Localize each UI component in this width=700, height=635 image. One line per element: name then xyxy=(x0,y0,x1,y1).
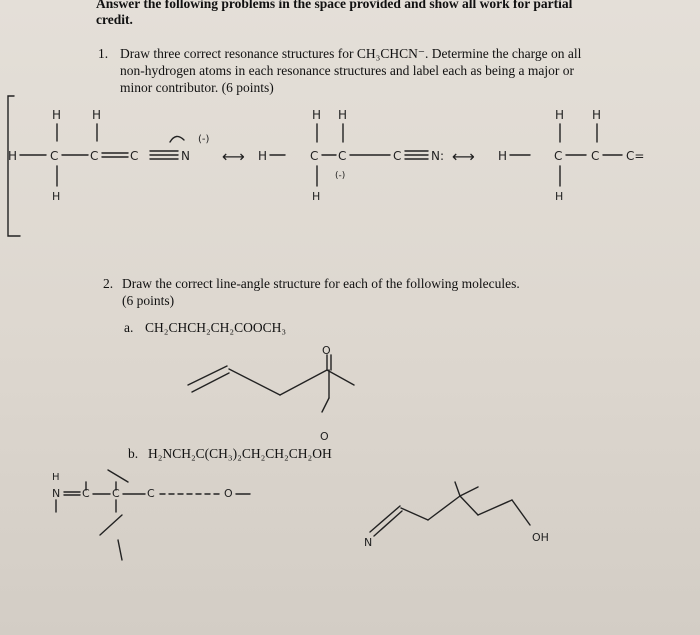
res3-h-left: H xyxy=(498,149,508,163)
res2-c1: C xyxy=(310,149,319,163)
res2-h-left: H xyxy=(258,149,268,163)
q2a-line-angle-structure xyxy=(188,344,354,443)
q2-number: 2. xyxy=(103,276,114,291)
res3-c2: C xyxy=(591,149,600,163)
res2-charge: (-) xyxy=(335,171,346,181)
resonance-arrow-1: ⟷ xyxy=(222,147,245,166)
res1-n: N xyxy=(181,149,190,163)
sketch-c-1: C xyxy=(82,487,90,500)
sketch-c-2: C xyxy=(112,487,120,500)
res3-h-bottom: H xyxy=(555,190,564,203)
res3-c1: C xyxy=(554,149,563,163)
res1-c1: C xyxy=(50,149,59,163)
q1-prompt-line-3: minor contributor. (6 points) xyxy=(120,80,274,95)
resonance-arrow-2: ⟷ xyxy=(452,147,475,166)
q2b-label: b. xyxy=(128,446,139,461)
sketch-o: O xyxy=(224,487,233,500)
q2a-ester-oxygen: O xyxy=(320,430,329,443)
bracket-mark xyxy=(8,96,20,236)
res2-c2: C xyxy=(338,149,347,163)
q2a-formula: CH₂CHCH₂CH₂COOCH₃ xyxy=(145,320,287,335)
res2-c3: C xyxy=(393,149,402,163)
res2-h-bottom: H xyxy=(312,190,321,203)
q1-prompt-line-2: non-hydrogen atoms in each resonance structures and label each as being a major or xyxy=(120,63,574,78)
res3-h-top-1: H xyxy=(555,108,565,122)
q1-number: 1. xyxy=(98,46,109,61)
q2a-label: a. xyxy=(124,320,134,335)
q2b-nitrogen: N xyxy=(364,536,373,549)
sketch-c-3: C xyxy=(147,487,155,500)
q2b-hydroxyl: OH xyxy=(532,531,549,544)
q2b-line-angle-structure xyxy=(364,482,549,549)
q2b-formula: H₂NCH₂C(CH₃)₂CH₂CH₂CH₂OH xyxy=(148,446,332,461)
res2-h-top-2: H xyxy=(338,108,348,122)
res3-c3: C= xyxy=(626,149,645,163)
instructions-line-1: Answer the following problems in the space provided and show all work for partial xyxy=(96,0,573,11)
curved-arrow-mark xyxy=(170,136,184,142)
res2-n: N: xyxy=(431,149,445,163)
res1-c2: C xyxy=(90,149,99,163)
res1-h-bottom: H xyxy=(52,190,61,203)
res1-h-top-1: H xyxy=(52,108,62,122)
q2a-carbonyl-oxygen: O xyxy=(322,344,331,357)
sketch-h-1: H xyxy=(52,472,60,483)
q2b-scratch-work xyxy=(52,470,250,560)
q1-prompt-line-1: Draw three correct resonance structures for CH₃CHCN⁻. Determine the charge on all xyxy=(120,46,582,61)
res1-h-left: H xyxy=(8,149,18,163)
res1-charge: (-) xyxy=(198,134,210,145)
instructions-line-2: credit. xyxy=(96,12,133,27)
res1-h-top-2: H xyxy=(92,108,102,122)
sketch-n: N xyxy=(52,487,61,500)
res2-h-top-1: H xyxy=(312,108,322,122)
q2-prompt-line-1: Draw the correct line-angle structure for each of the following molecules. xyxy=(122,276,520,291)
q2-prompt-line-2: (6 points) xyxy=(122,293,175,308)
res1-c3: C xyxy=(130,149,139,163)
res3-h-top-2: H xyxy=(592,108,602,122)
